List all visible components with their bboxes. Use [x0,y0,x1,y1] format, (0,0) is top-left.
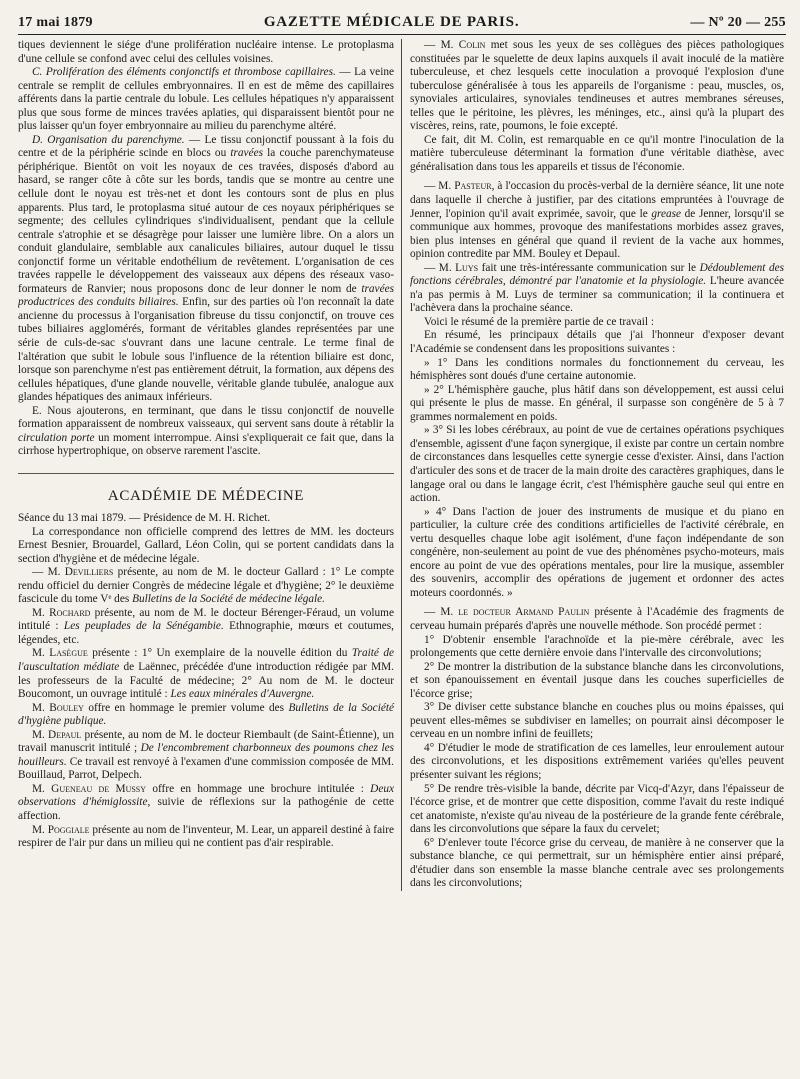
paragraph [410,262,784,316]
speaker-name: — M. Luys [424,261,479,274]
paragraph: 3° De diviser cette substance blanche en couches plus ou moins épaisses, qui peuvent elles-mêmes se subdiviser en lamelles; on pourrait ainsi décomposer le cerveau en un nombre infini de feuillets; [410,701,784,741]
speaker-name: M. Rochard [32,606,91,619]
columns [18,39,786,891]
speaker-name: — M. le docteur Armand Paulin [424,606,590,619]
italic-span: Deux observations d'hémiglossite, [18,782,394,809]
italic-span: Dédoublement des fonctions cérébrales, démontré par l'anatomie et la physiologie. [410,261,784,288]
text-span: offre en hommage une brochure intitulée : [146,782,371,795]
paragraph [410,606,784,633]
paragraph: Voici le résumé de la première partie de ce travail : [424,315,655,328]
header-date: 17 mai 1879 [18,15,93,30]
speaker-name: M. Lasègue [32,647,88,660]
session-line: Séance du 13 mai 1879. — Présidence de M. H. Richet. [18,511,271,524]
text-span: présente à l'Académie des fragments de cerveau humain préparés d'après une nouvelle méthode. Son procédé permet : [410,606,784,632]
text-span: L'heure avancée n'a pas permis à M. Luys de terminer sa communication; il la continuera et l'achèvera dans la prochaine séance. [410,275,784,315]
paragraph: tiques deviennent le siége d'une prolifération nucléaire intense. Le protoplasma d'une cellule se confond avec celui des cellules voisines. [18,39,394,65]
paragraph: 4° D'étudier le mode de stratification de ces lamelles, leur enroulement autour des circonvolutions, et les dispositions extrêmement variées qu'elles peuvent présenter suivant les régions; [410,741,784,781]
subsection-heading: D. Organisation du parenchyme. [32,133,185,146]
text-span: présente, au nom de M. le docteur Bérenger-Féraud, un volume intitulé : [18,606,394,633]
paragraph: » 4° Dans l'action de jouer des instruments de musique et du piano en particulier, la culture crée des conditions artificielles de l'activité cérébrale, en vertu desquelles chaque lobe agit isolément, d'une façon indépendante de son congénère, non-seulement au point de vue des phénomènes psycho-moteurs, mais encore au point de vue des opérations mentales, pour lire la musique, assembler des souvenirs, accomplir des opérations de jugement et ordonner des actes moteurs coordonnés. » [410,505,784,599]
header-issue: — Nº 20 — 255 [690,15,786,30]
text-span: — La veine centrale se remplit de cellules embryonnaires. Il en est de même des capillaires afférents dans la partie centrale du lobule. Les cellules hépatiques n'y apparaissent plus que sous forme de minces travées aplaties, qui disparaissent bientôt pour ne plus laisser qu'un foyer embryonnaire au milieu du parenchyme altéré. [18,66,394,133]
paragraph: 1° D'obtenir ensemble l'arachnoïde et la pie-mère cérébrale, avec les prolongements que cette dernière envoie dans l'intervalle des circonvolutions; [410,633,784,660]
speaker-name: M. Poggiale [32,823,90,836]
paragraph [18,66,394,134]
italic-span: circulation porte [18,431,95,444]
paragraph [410,180,784,261]
section-divider [18,473,394,474]
text-span: présente : 1° Un exemplaire de la nouvelle édition du [87,647,352,660]
speaker-name: M. Depaul [32,728,82,741]
text-span: Ethnographie, mœurs et coutumes, légendes, etc. [18,620,394,646]
italic-span: Les peuplades de la Sénégambie. [63,620,224,633]
paragraph: En résumé, les principaux détails que j'ai l'honneur d'exposer devant l'Académie se condensent dans les propositions suivantes : [410,329,784,356]
text-span: présente, au nom de M. le docteur Gallard : 1° Le compte rendu officiel du dernier Congrès de médecine légale et d'hygiène; 2° le deuxième fascicule du tome Vᵉ des [18,566,394,606]
paragraph: — M. Devilliers présente, au nom de M. le docteur Gallard : 1° Le compte rendu officiel du dernier Congrès de médecine légale et d'hygiène; 2° le deuxième fascicule du tome Vᵉ des Bulletins de la Société de médecine légale. [18,566,394,606]
text-span: de Jenner, lorsqu'il se communique aux hommes, provoque des manifestations morbides assez graves, bien plus intenses en général que quand il revient de la vache aux hommes, opinion contredite par MM. Bouley et Depaul. [410,207,784,261]
paragraph [18,647,394,701]
paragraph: Ce fait, dit M. Colin, est remarquable en ce qu'il montre l'inoculation de la matière tuberculeuse déterminant la formation d'une véritable diathèse, avec généralisation dans tous les appareils et tissus de l'économie. [410,133,784,173]
paragraph: 2° De montrer la distribution de la substance blanche dans les circonvolutions, et son épanouissement en éventail jusque dans les couches superficielles de l'écorce grise; [410,660,784,700]
paragraph [18,134,394,405]
header-title: GAZETTE MÉDICALE DE PARIS. [263,14,520,30]
text-span: — Le tissu conjonctif poussant à la fois du centre et de la périphérie scinde en blocs ou [18,133,394,160]
text-span: Enfin, sur des parties où l'on reconnaît la date ancienne du processus à l'organisation fibreuse du tissu conjonctif, on trouve ces tubes biliaires agglomérés, formant de véritables glandes représentées par une série de culs-de-sac s'ouvrant dans une lacune centrale. Le terme final de l'altération que subit le lobule sous l'influence de la rétention biliaire est donc, lorsque son parenchyme n'est pas entièrement détruit, la formation, aux dépens des cellules hépatiques, d'une glande nouvelle, véritable glande tubulée, analogue aux glandes hépatiques des animaux inférieurs. [18,296,394,404]
italic-span: Bulletins de la Société d'hygiène publique. [18,701,394,728]
text-span: un moment interrompue. Ainsi s'expliquerait ce fait que, dans la cirrhose hypertrophique, on observe rarement l'ascite. [18,431,394,458]
text-span: la couche parenchymateuse périphérique. Bientôt on voit les noyaux de ces travées, disposés d'abord au hasard, se ranger côte à côte sur les bords, tandis que se montre au centre une cellule dont le noyau est très-net et dont les contours sont de plus en plus apparents. Plus tard, le protoplasma situé autour de ces noyaux périphériques se segmente; des cellules cylindriques s'individualisent, pendant que la cellule centrale s'atrophie et se désagrège pour laisser une lumière libre. On a alors un conduit glandulaire, semblable aux canalicules biliaires, autour duquel le tissu conjonctif forme un véritable endothélium de revêtement. L'organisation de ces travées rappelle le développement des vaisseaux aux dépens des réseaux vaso-formateurs de Ranvier; nous proposons donc de leur donner le nom de [18,147,395,295]
page-header [18,14,786,35]
speaker-name: M. Gueneau de Mussy [32,782,147,795]
paragraph [18,729,394,783]
text-span: de Laënnec, précédée d'une introduction rédigée par MM. les professeurs de la Faculté de médecine; 2° Au nom de M. le docteur Boucomont, un ouvrage intitulé : [18,660,395,701]
italic-span: Traité de l'auscultation médiate [18,647,394,673]
speaker-name: M. Bouley [32,701,84,714]
paragraph [18,824,394,851]
paragraph: » 3° Si les lobes cérébraux, au point de vue de certaines opérations psychiques d'ensemble, agissent d'une façon synergique, il existe par contre un certain nombre de circonstances dans lesquelles cette synergie cesse d'exister. Ainsi, dans l'action d'articuler des sons et de tracer de la main droite des caractères graphiques, dans le langage oral ou dans le langage écrit, c'est l'hémisphère gauche seul qui entre en action. [410,424,784,505]
section-title: ACADÉMIE DE MÉDECINE [107,487,305,504]
text-span: présente, au nom de M. le docteur Riembault (de Saint-Étienne), un travail manuscrit intitulé ; [18,728,394,755]
speaker-name: M. Devilliers [47,566,114,579]
paragraph: » 1° Dans les conditions normales du fonctionnement du cerveau, les hémisphères sont doués d'une certaine autonomie. [410,356,784,383]
speaker-name: — M. Colin [424,39,486,51]
paragraph [18,702,394,729]
paragraph [410,39,784,134]
speaker-name: — M. Pasteur, [424,180,495,193]
italic-span: grease [651,207,682,220]
text-span: fait une très-intéressante communication sur le [478,261,700,274]
paragraph [18,607,394,648]
paragraph: 6° D'enlever toute l'écorce grise du cerveau, de manière à ne conserver que la substance blanche, ce qui permettrait, sur un hémisphère entier ainsi préparé, d'étudier dans son ensemble la masse blanche centrale avec ses prolongements dans les circonvolutions; [410,836,784,890]
text-span: à l'occasion du procès-verbal de la dernière séance, lit une note dans laquelle il cherche à justifier, par des citations empruntées à l'ouvrage de Jenner, l'opinion qu'il avait exprimée, savoir, que le [410,180,784,220]
italic-span: De l'encombrement charbonneux des poumons chez les houilleurs. [18,742,394,768]
text-span: E. Nous ajouterons, en terminant, que dans le tissu conjonctif de nouvelle formation apparaissent de nombreux vaisseaux, qui servent sans doute à rétablir la [18,404,394,431]
italic-span: travées productrices des conduits biliaires. [18,282,394,309]
text-span: suivie de réflexions sur la pathogénie de cette affection. [18,796,394,822]
text-span: offre en hommage le premier volume des [83,701,289,714]
right-column [401,39,784,891]
italic-span: Bulletins de la Société de médecine légale. [132,593,325,606]
paragraph: » 2° L'hémisphère gauche, plus hâtif dans son développement, est aussi celui qui présente le plus de masse. En général, il surpasse son congénère de 5 à 7 grammes normalement en poids. [410,383,784,423]
paragraph [18,405,394,459]
subsection-heading: C. Prolifération des éléments conjonctifs et thrombose capillaires. [32,66,336,79]
text-span: met sous les yeux de ses collègues des pièces pathologiques constituées par le squelette de deux lapins auxquels il avait inoculé de la matière tuberculeuse, et chez lesquels cette inoculation a provoqué l'explosion d'une tuberculose généralisée à tous les appareils de l'organisme : peau, muscles, os, synoviales articulaires, synoviales tendineuses et autres membranes séreuses, telles que le péritoine, les plèvres, les méninges, etc., ainsi qu'à la plupart des viscères, reins, rate, poumons, le foie excepté. [410,39,784,133]
paragraph: 5° De rendre très-visible la bande, décrite par Vicq-d'Azyr, dans l'épaisseur de l'écorce grise, et de montrer que cette disposition, comme l'avait du reste indiqué cet anatomiste, n'existe qu'au niveau de la postérieure de la grande fente cérébrale, dans les circonvolutions que sépare la faux du cervelet; [410,782,784,836]
left-column [18,39,401,891]
text-span: présente au nom de l'inventeur, M. Lear, un appareil destiné à faire respirer de l'air pur dans un milieu qui ne contient pas d'air respirable. [18,823,394,850]
italic-span: Les eaux minérales d'Auvergne. [170,688,315,701]
italic-span: travées [230,147,263,160]
text-span: Ce travail est renvoyé à l'examen d'une commission composée de MM. Bouillaud, Parrot, Delpech. [18,755,394,782]
paragraph [18,783,394,824]
paragraph: La correspondance non officielle comprend des lettres de MM. les docteurs Ernest Besnier, Brouardel, Gallard, Léon Colin, qui se portent candidats dans la section d'hygiène et de médecine légale. [18,525,394,565]
